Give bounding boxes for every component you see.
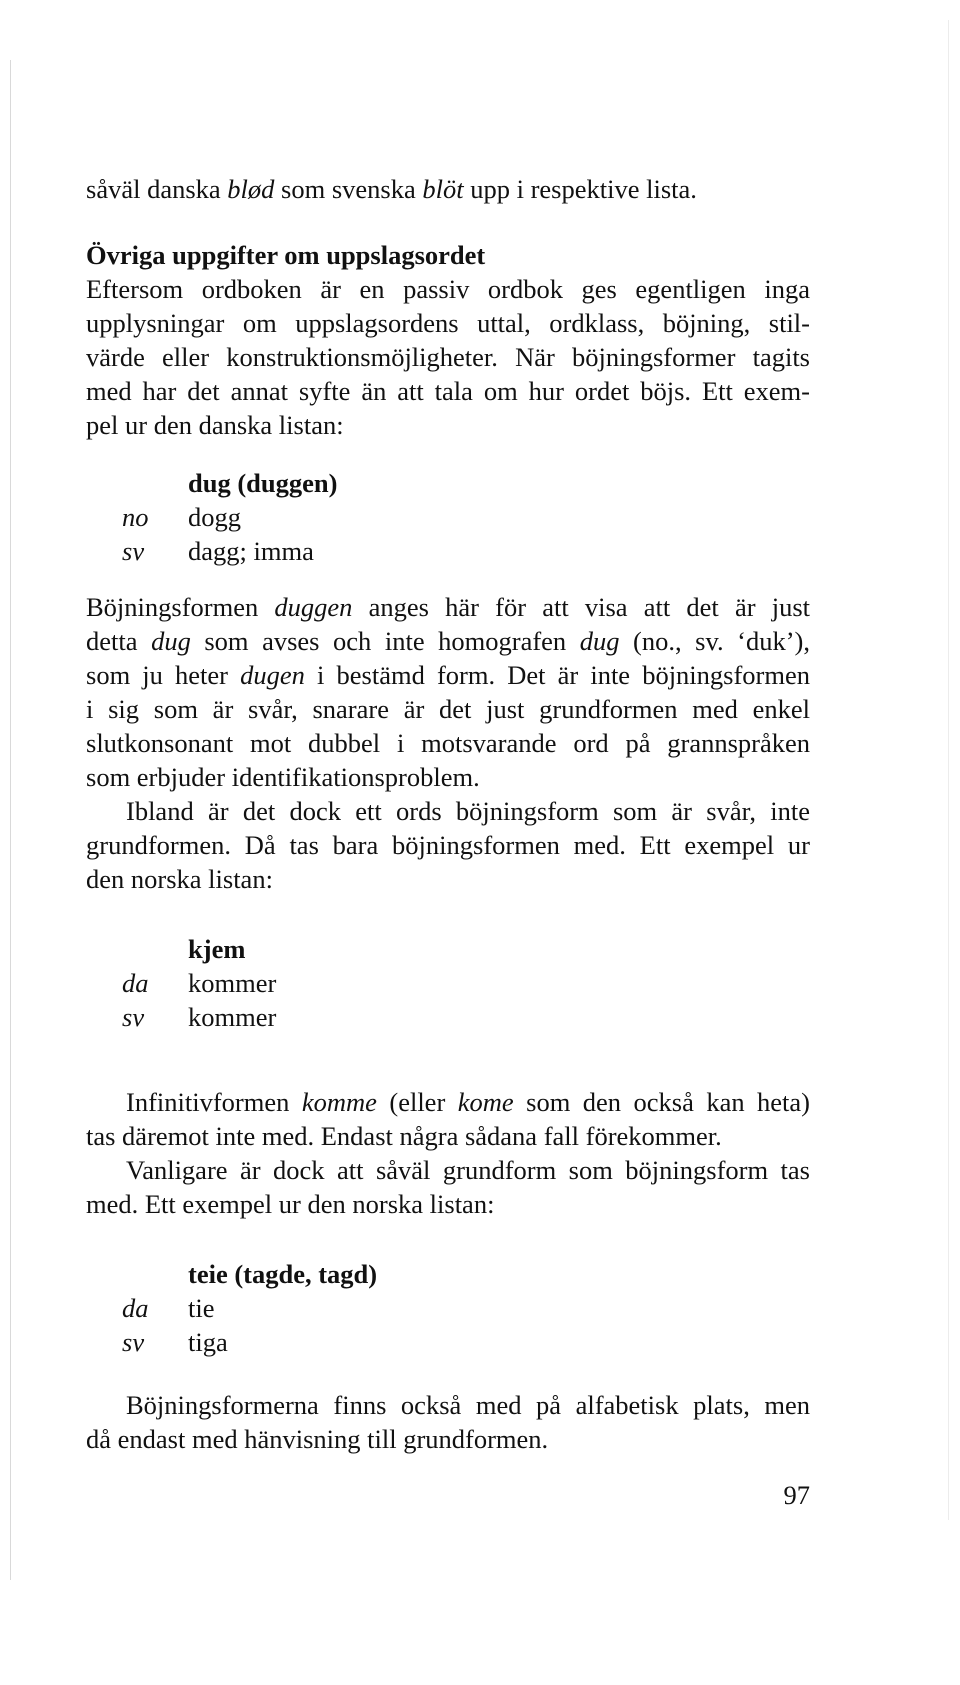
italic-word: dugen (240, 660, 305, 690)
text-span: som den också kan heta) (513, 1087, 811, 1117)
paragraph-line: slutkonsonant mot dubbel i motsvarande ord på grannspråken (86, 728, 810, 758)
text-span: (eller (376, 1087, 458, 1117)
example-headword: kjem (188, 934, 246, 964)
paragraph-line (86, 624, 810, 658)
language-code: sv (122, 1327, 145, 1357)
language-code: sv (122, 1002, 145, 1032)
paragraph-line: då endast med hänvisning till grundformen. (86, 1424, 549, 1454)
paragraph-line: upplysningar om uppslagsordens uttal, ordklass, böjning, stil- (86, 308, 810, 338)
paragraph-line: Ibland är det dock ett ords böjningsform som är svår, inte (126, 796, 810, 826)
text-span: Böjningsformen (86, 592, 275, 622)
paragraph-line: Eftersom ordboken är en passiv ordbok ges egentligen inga (86, 274, 810, 304)
text-span: Infinitivformen (126, 1087, 302, 1117)
example-headword: dug (duggen) (188, 468, 338, 498)
italic-word: komme (301, 1087, 377, 1117)
book-page (86, 0, 810, 1685)
page-number: 97 (783, 1480, 810, 1510)
text-span: upp i respektive lista. (463, 174, 697, 204)
italic-word: kome (457, 1087, 514, 1117)
paragraph-line: Vanligare är dock att såväl grundform som böjningsform tas (126, 1155, 810, 1185)
paragraph-line: grundformen. Då tas bara böjningsformen med. Ett exempel ur (86, 830, 810, 860)
language-code: sv (122, 536, 145, 566)
translation: tiga (188, 1327, 228, 1357)
section-heading: Övriga uppgifter om uppslagsordet (86, 240, 486, 270)
paragraph-line: den norska listan: (86, 864, 273, 894)
scan-edge-line (948, 20, 949, 1520)
text-span: anges här för att visa att det är just (352, 592, 810, 622)
paragraph-line (86, 590, 810, 624)
text-span: i bestämd form. Det är inte böjningsformen (304, 660, 811, 690)
text-span: såväl danska (86, 174, 228, 204)
italic-word: dug (579, 626, 620, 656)
text-line (86, 172, 810, 206)
language-code: da (122, 968, 149, 998)
swedish-word: blöt (422, 174, 464, 204)
paragraph-line: Böjningsformerna finns också med på alfabetisk plats, men (126, 1390, 810, 1420)
scan-edge-line (10, 60, 11, 1580)
translation: kommer (188, 1002, 277, 1032)
translation: dogg (188, 502, 241, 532)
translation: kommer (188, 968, 277, 998)
paragraph-line: värde eller konstruktionsmöjligheter. När böjningsformer tagits (86, 342, 810, 372)
inflected-word: duggen (274, 592, 353, 622)
text-span: (no., sv. ‘duk’), (619, 626, 811, 656)
paragraph-line: med. Ett exempel ur den norska listan: (86, 1189, 495, 1219)
text-span: som ju heter (86, 660, 241, 690)
paragraph-line: med har det annat syfte än att tala om hur ordet böjs. Ett exem- (86, 376, 810, 406)
text-span: som svenska (274, 174, 423, 204)
paragraph-line (86, 658, 810, 692)
danish-word: blød (227, 174, 275, 204)
language-code: da (122, 1293, 149, 1323)
translation: tie (188, 1293, 215, 1323)
paragraph-line: tas däremot inte med. Endast några sådana fall förekommer. (86, 1121, 722, 1151)
paragraph-line: som erbjuder identifikationsproblem. (86, 762, 480, 792)
translation: dagg; imma (188, 536, 314, 566)
text-span: detta (86, 626, 152, 656)
paragraph-line: i sig som är svår, snarare är det just grundformen med enkel (86, 694, 810, 724)
paragraph-line: pel ur den danska listan: (86, 410, 344, 440)
paragraph-line (86, 1085, 810, 1119)
italic-word: dug (151, 626, 191, 656)
example-headword: teie (tagde, tagd) (188, 1259, 378, 1289)
text-span: som avses och inte homografen (190, 626, 580, 656)
language-code: no (122, 502, 149, 532)
